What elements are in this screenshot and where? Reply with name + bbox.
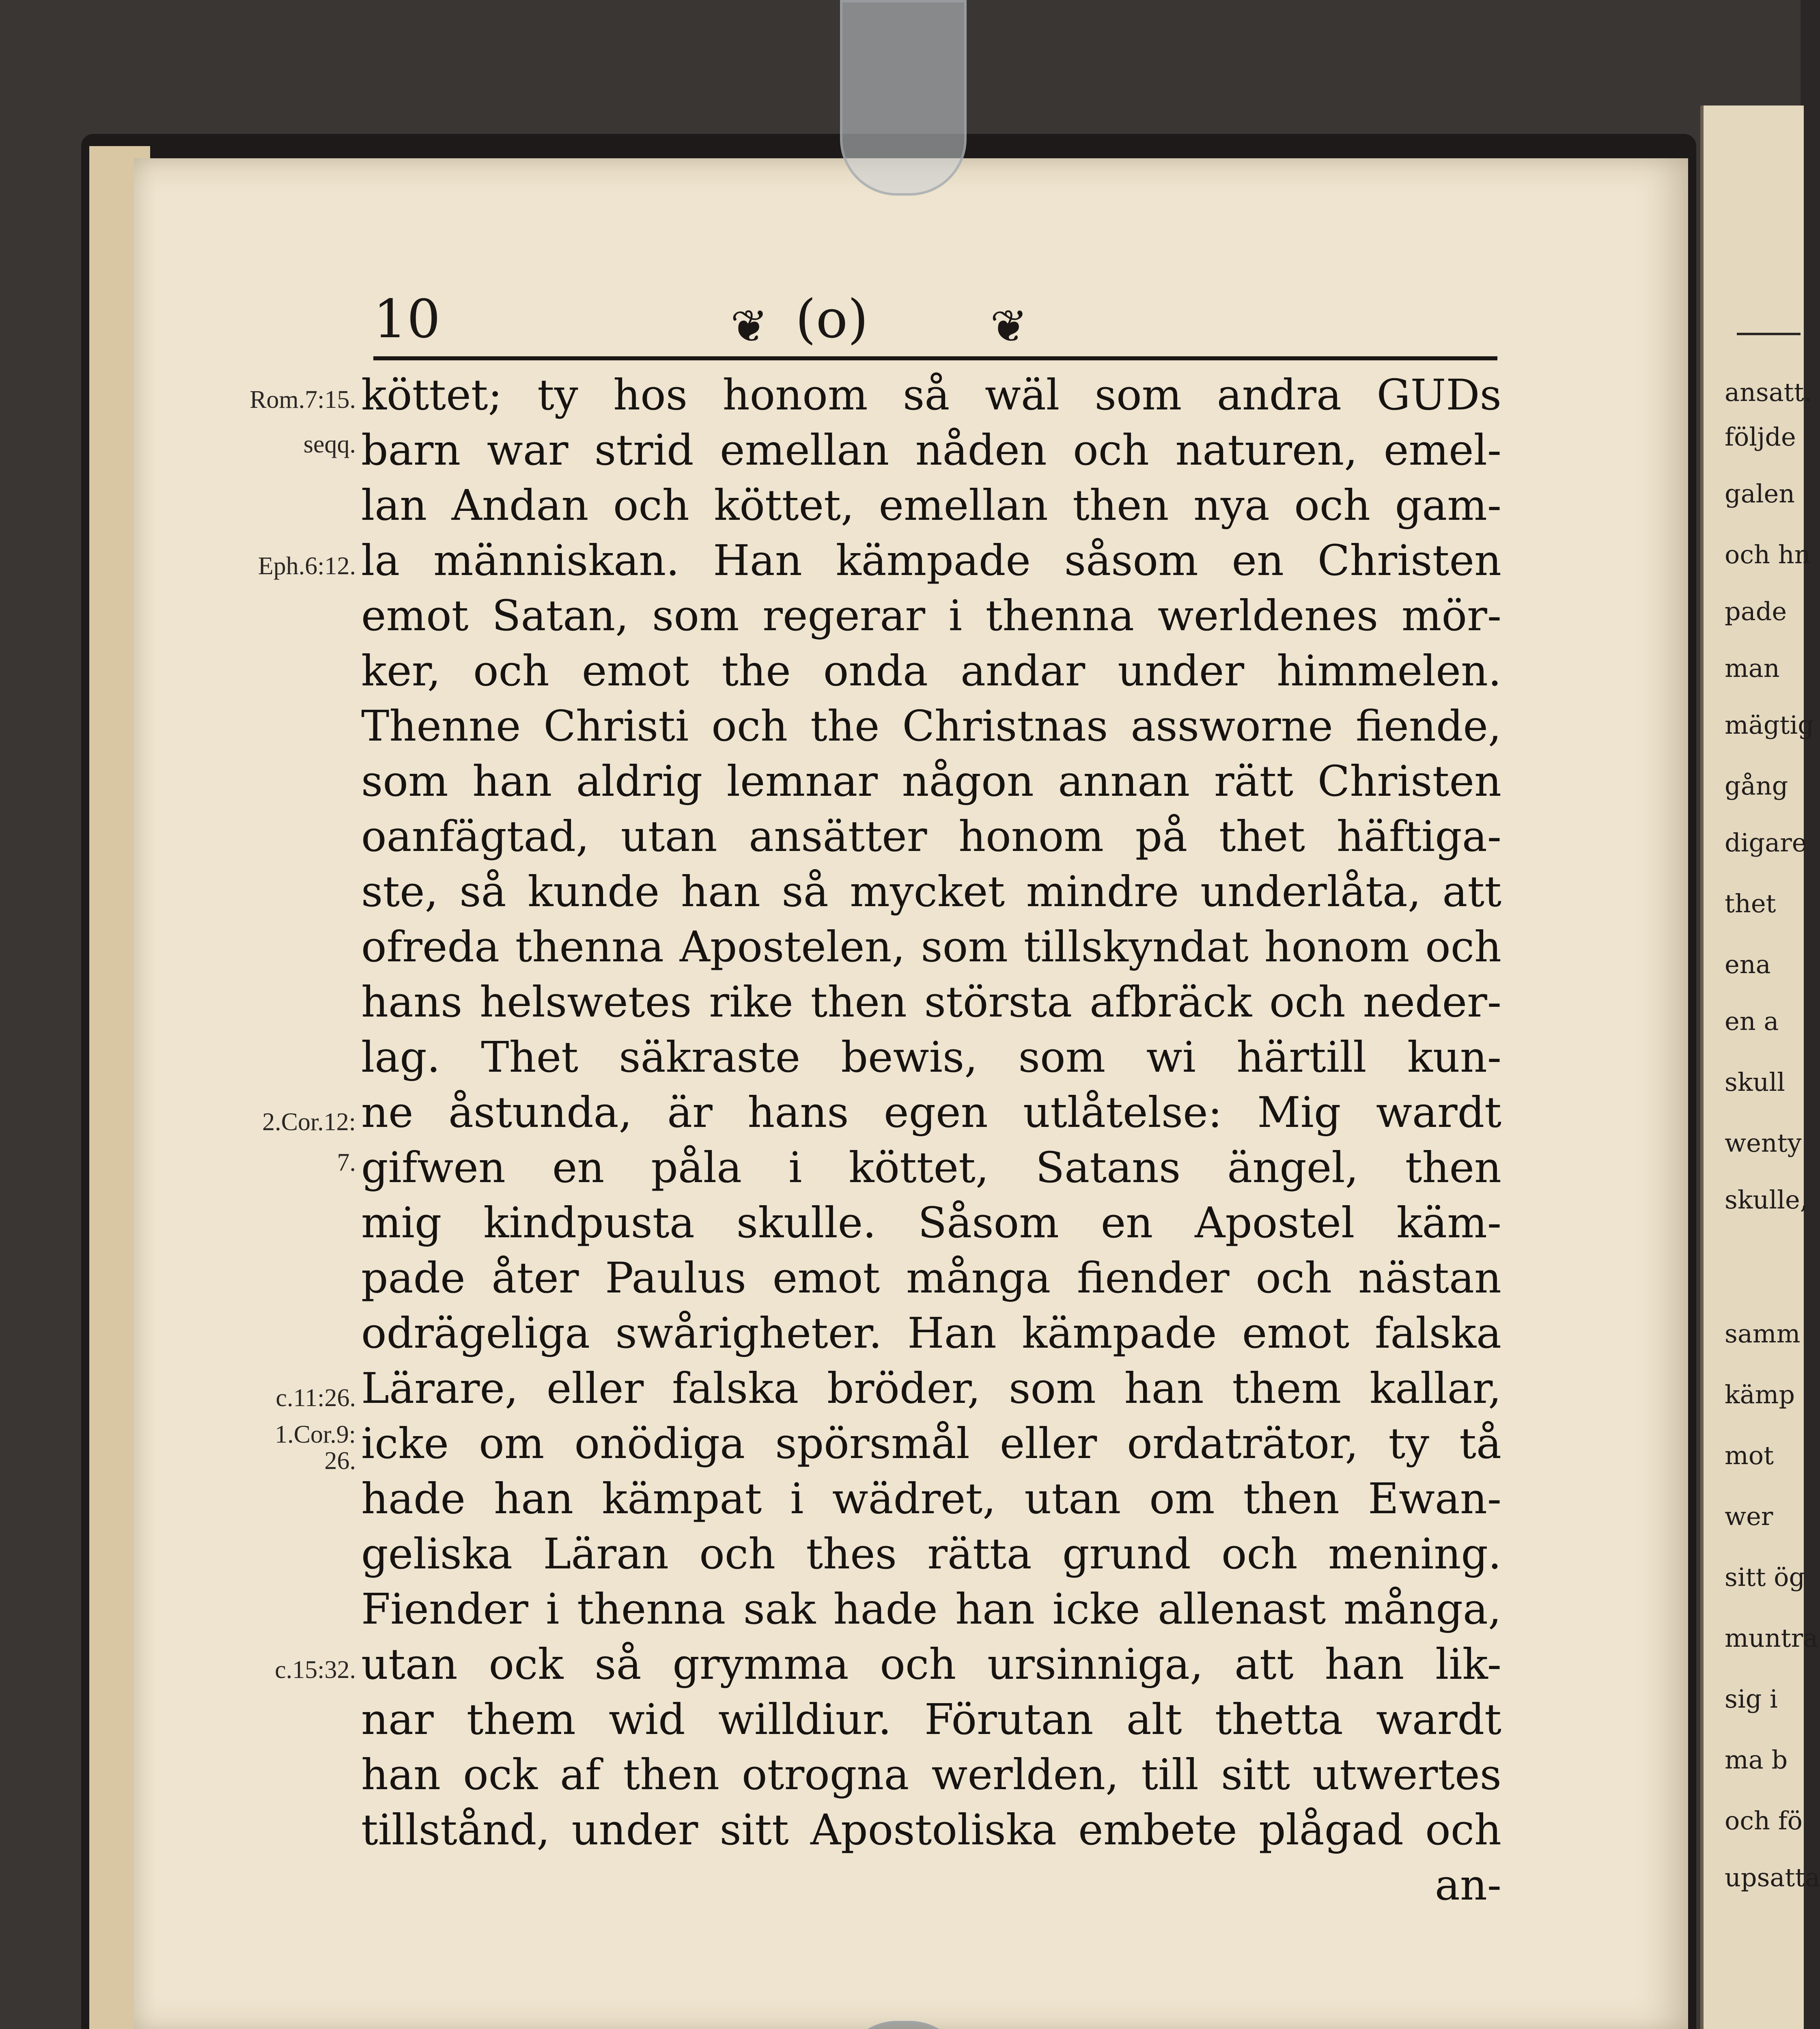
next-page-fragment: ma b [1725, 1745, 1788, 1775]
next-page-fragment: thet [1725, 889, 1776, 918]
next-page-fragment: och hn [1725, 540, 1811, 569]
next-page-fragment: ansatt. [1725, 377, 1812, 407]
next-page-fragment: wer [1725, 1501, 1773, 1531]
text-line: geliska Läran och thes rätta grund och mening. [361, 1529, 1501, 1579]
text-line: nar them wid willdiur. Förutan alt thetta wardt [361, 1695, 1501, 1744]
catchword: an- [1434, 1860, 1501, 1910]
ornament-right-icon: ❦ [990, 300, 1028, 352]
text-line: som han aldrig lemnar någon annan rätt Christen [361, 756, 1501, 806]
header-rule [373, 356, 1497, 360]
ornament-left-icon: ❦ [730, 300, 768, 352]
marginal-note: Rom.7:15. [250, 386, 356, 414]
text-line: oanfägtad, utan ansätter honom på thet häftiga- [361, 812, 1501, 861]
text-line: odrägeliga swårigheter. Han kämpade emot falska [361, 1308, 1501, 1358]
next-page-fragment: digare [1725, 828, 1807, 857]
next-page-fragment: kämp [1725, 1380, 1795, 1409]
next-page-fragment: muntra [1725, 1623, 1818, 1653]
text-line: köttet; ty hos honom så wäl som andra GUDs [361, 370, 1501, 420]
marginal-note: 2.Cor.12: [262, 1108, 356, 1136]
body-text [361, 367, 1501, 1913]
marginal-note: 7. [337, 1149, 356, 1176]
text-line: ste, så kunde han så mycket mindre underlåta, att [361, 867, 1501, 916]
marginal-note: Eph.6:12. [258, 552, 356, 580]
next-page-fragment: man [1725, 653, 1780, 683]
page-header [373, 284, 1501, 353]
text-line: han ock af then otrogna werlden, till sitt utwertes [361, 1750, 1501, 1799]
text-line: hade han kämpat i wädret, utan om then Ewan- [361, 1474, 1501, 1523]
text-line: Fiender i thenna sak hade han icke allenast många, [361, 1584, 1501, 1634]
next-page-rule [1737, 333, 1801, 335]
next-page-fragment: sig i [1725, 1684, 1778, 1714]
text-line: emot Satan, som regerar i thenna werldenes mör- [361, 591, 1501, 640]
marginal-note: c.11:26. [276, 1384, 356, 1412]
next-page-fragment: gång [1725, 771, 1788, 801]
next-page-fragment: sitt ög [1725, 1562, 1805, 1592]
marginal-note: 1.Cor.9: [275, 1421, 356, 1448]
next-page-fragment: galen [1725, 479, 1795, 508]
text-line: utan ock så grymma och ursinniga, att han lik- [361, 1639, 1501, 1689]
next-page-fragment: mot [1725, 1441, 1774, 1470]
next-page-fragment: en a [1725, 1006, 1779, 1036]
next-page-fragment: följde [1725, 422, 1796, 452]
text-line: Thenne Christi och the Christnas assworne fiende, [361, 701, 1501, 751]
next-page-fragment: upsatta [1725, 1863, 1820, 1892]
text-line: la människan. Han kämpade såsom en Christen [361, 536, 1501, 585]
text-line: tillstånd, under sitt Apostoliska embete plågad och [361, 1805, 1501, 1855]
text-line: ne åstunda, är hans egen utlåtelse: Mig wardt [361, 1088, 1501, 1137]
next-page-fragment: skull [1725, 1067, 1785, 1097]
text-line: mig kindpusta skulle. Såsom en Apostel käm- [361, 1198, 1501, 1247]
next-page-fragment: mägtig [1725, 710, 1814, 740]
text-line: barn war strid emellan nåden och naturen, emel- [361, 425, 1501, 475]
text-line: lag. Thet säkraste bewis, som wi härtill kun- [361, 1032, 1501, 1082]
text-line: lan Andan och köttet, emellan then nya och gam- [361, 480, 1501, 530]
text-line: ker, och emot the onda andar under himmelen. [361, 646, 1501, 696]
next-page-fragment: och fö [1725, 1806, 1803, 1835]
marginal-note: c.15:32. [275, 1656, 356, 1684]
next-page-fragment: ena [1725, 950, 1771, 979]
text-line: icke om onödiga spörsmål eller ordaträtor, ty tå [361, 1419, 1501, 1468]
page-number: 10 [373, 288, 441, 350]
next-page-fragment: pade [1725, 597, 1787, 626]
text-line: Lärare, eller falska bröder, som han them kallar, [361, 1363, 1501, 1413]
text-line: pade åter Paulus emot många fiender och nästan [361, 1253, 1501, 1303]
marginal-note: seqq. [303, 431, 356, 458]
page-clip-top [840, 0, 967, 196]
next-page-fragment: samm [1725, 1319, 1801, 1348]
text-line: hans helswetes rike then största afbräck och neder- [361, 977, 1501, 1027]
next-page-fragment: skulle, [1725, 1185, 1808, 1215]
header-title: (o) [795, 288, 868, 350]
text-line: gifwen en påla i köttet, Satans ängel, then [361, 1143, 1501, 1192]
text-line: ofreda thenna Apostelen, som tillskyndat honom och [361, 922, 1501, 971]
next-page-fragment: wenty [1725, 1128, 1802, 1158]
marginal-note: 26. [324, 1447, 356, 1475]
